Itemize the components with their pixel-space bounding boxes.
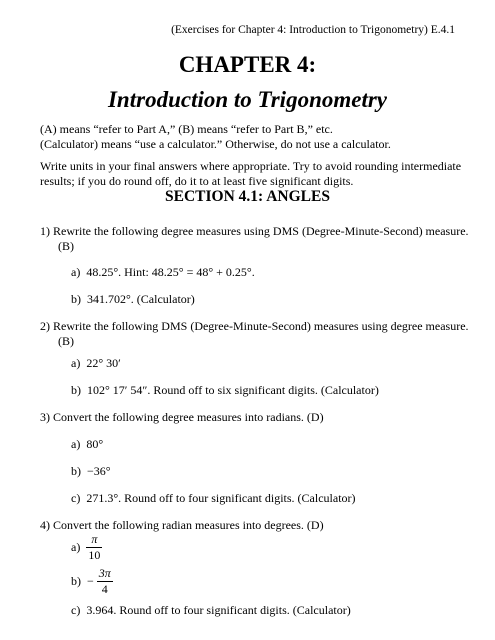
fraction-numerator: 3π	[98, 566, 111, 580]
question-3: 3) Convert the following degree measures into radians. (D)	[40, 410, 324, 424]
fraction-denominator: 10	[88, 548, 101, 562]
item-label: b)	[71, 383, 81, 397]
chapter-subtitle: Introduction to Trigonometry	[107, 87, 388, 112]
fraction	[86, 532, 102, 563]
fraction-denominator: 4	[101, 582, 108, 596]
item-text: 271.3°. Round off to four significant digits. (Calculator)	[86, 491, 356, 505]
q1-item-a	[71, 265, 255, 280]
intro-line-4: results; if you do round off, do it to at least five significant digits.	[40, 174, 354, 188]
item-text: 341.702°. (Calculator)	[87, 292, 195, 306]
intro-line-2: (Calculator) means “use a calculator.” Otherwise, do not use a calculator.	[40, 137, 391, 151]
item-label: b)	[71, 574, 81, 588]
q4-item-b	[71, 566, 113, 597]
intro-line-3: Write units in your final answers where appropriate. Try to avoid rounding intermediate	[40, 159, 462, 173]
section-title: SECTION 4.1: ANGLES	[165, 188, 330, 205]
item-text: 22° 30′	[86, 356, 121, 370]
fraction	[97, 566, 113, 597]
question-4: 4) Convert the following radian measures into degrees. (D)	[40, 518, 324, 532]
item-label: c)	[71, 603, 81, 617]
intro-line-1: (A) means “refer to Part A,” (B) means “refer to Part B,” etc.	[40, 122, 333, 136]
q1-item-b	[71, 292, 195, 307]
item-label: b)	[71, 464, 81, 478]
item-text: 102° 17′ 54″. Round off to six significant digits. (Calculator)	[87, 383, 379, 397]
q4-item-a	[71, 532, 102, 563]
question-2: 2) Rewrite the following DMS (Degree-Minute-Second) measures using degree measure.	[40, 319, 469, 333]
item-label: b)	[71, 292, 81, 306]
item-text: 80°	[86, 437, 104, 451]
q3-item-b	[71, 464, 111, 479]
q2-item-a	[71, 356, 121, 371]
item-label: a)	[71, 265, 81, 279]
question-1-part: (B)	[58, 239, 74, 253]
chapter-title: CHAPTER 4:	[178, 52, 317, 77]
fraction-numerator: π	[86, 532, 102, 548]
item-text: −36°	[87, 464, 111, 478]
q3-item-c	[71, 491, 356, 506]
item-text: 48.25°. Hint: 48.25° = 48° + 0.25°.	[86, 265, 255, 279]
item-label: a)	[71, 437, 81, 451]
item-label: c)	[71, 491, 81, 505]
q2-item-b	[71, 383, 379, 398]
question-2-part: (B)	[58, 334, 74, 348]
question-1: 1) Rewrite the following degree measures using DMS (Degree-Minute-Second) measure.	[40, 224, 469, 238]
page-header: (Exercises for Chapter 4: Introduction to Trigonometry) E.4.1	[171, 24, 455, 36]
q4-item-c	[71, 603, 351, 618]
item-label: a)	[71, 540, 81, 554]
q3-item-a	[71, 437, 103, 452]
item-label: a)	[71, 356, 81, 370]
minus-sign: −	[87, 574, 94, 588]
item-text: 3.964. Round off to four significant digits. (Calculator)	[86, 603, 351, 617]
